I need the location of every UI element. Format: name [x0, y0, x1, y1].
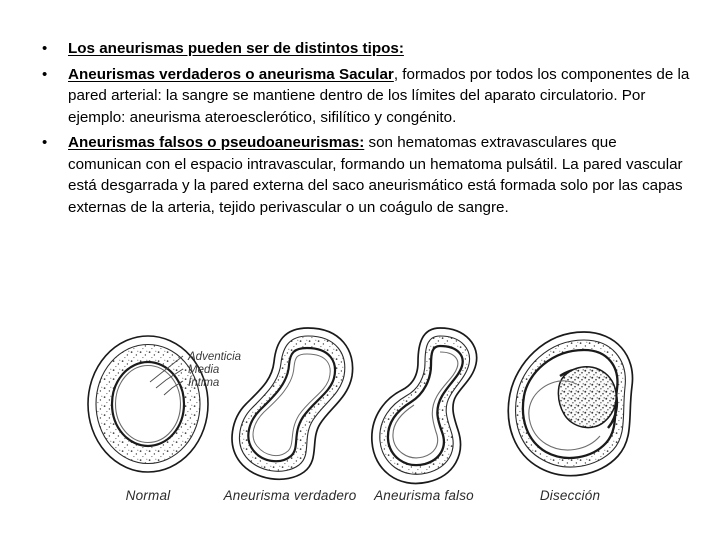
bullet-lead-text: Los aneurismas pueden ser de distintos tipos:: [68, 40, 404, 57]
figure-panel-normal: [88, 336, 241, 503]
arterial-cross-section-diagram: [0, 318, 720, 530]
figure-caption-diseccion: Disección: [539, 488, 601, 503]
dissection-illustration: [508, 332, 632, 476]
layer-label-intima: Íntima: [188, 377, 220, 389]
figure-caption-aneurisma-falso: Aneurisma falso: [374, 488, 474, 503]
figure-caption-aneurisma-verdadero: Aneurisma verdadero: [223, 488, 357, 503]
figure-panel-dissection: [508, 332, 632, 503]
true-aneurysm-illustration: [232, 328, 353, 479]
bullet-lead-text: Aneurismas falsos o pseudoaneurismas:: [68, 134, 365, 152]
figure-panel-true-aneurysm: [223, 328, 357, 503]
false-aneurysm-illustration: [372, 328, 477, 483]
figure-panel-false-aneurysm: [372, 328, 477, 503]
bullet-marker: •: [42, 65, 48, 83]
bullet-list: [36, 38, 691, 223]
layer-label-media: Media: [188, 364, 220, 376]
list-item: [36, 38, 691, 60]
figure-caption-normal: Normal: [125, 488, 171, 503]
list-item: [36, 132, 691, 218]
bullet-marker: •: [42, 134, 48, 152]
list-item: [36, 64, 691, 129]
bullet-marker: •: [42, 40, 48, 57]
diagram-svg: [0, 318, 720, 530]
bullet-lead-text: Aneurismas verdaderos o aneurisma Sacular: [68, 65, 394, 83]
bullet-body-text: , formados por todos los componentes de la pared arterial: la sangre se mantiene dentro de los límites del aparato circulatorio. Por ejemplo: aneurisma ateroesclerótico, sifilítico y congénito.: [68, 65, 690, 126]
layer-label-adventicia: Adventicia: [188, 351, 242, 363]
bullet-body-text: son hematomas extravasculares que comunican con el espacio intravascular, formando un hematoma pulsátil. La pared vascular está desgarrada y la pared externa del saco aneurismático está formada solo por las capas externas de la arteria, tejido perivascular o un coágulo de sangre.: [68, 134, 683, 217]
